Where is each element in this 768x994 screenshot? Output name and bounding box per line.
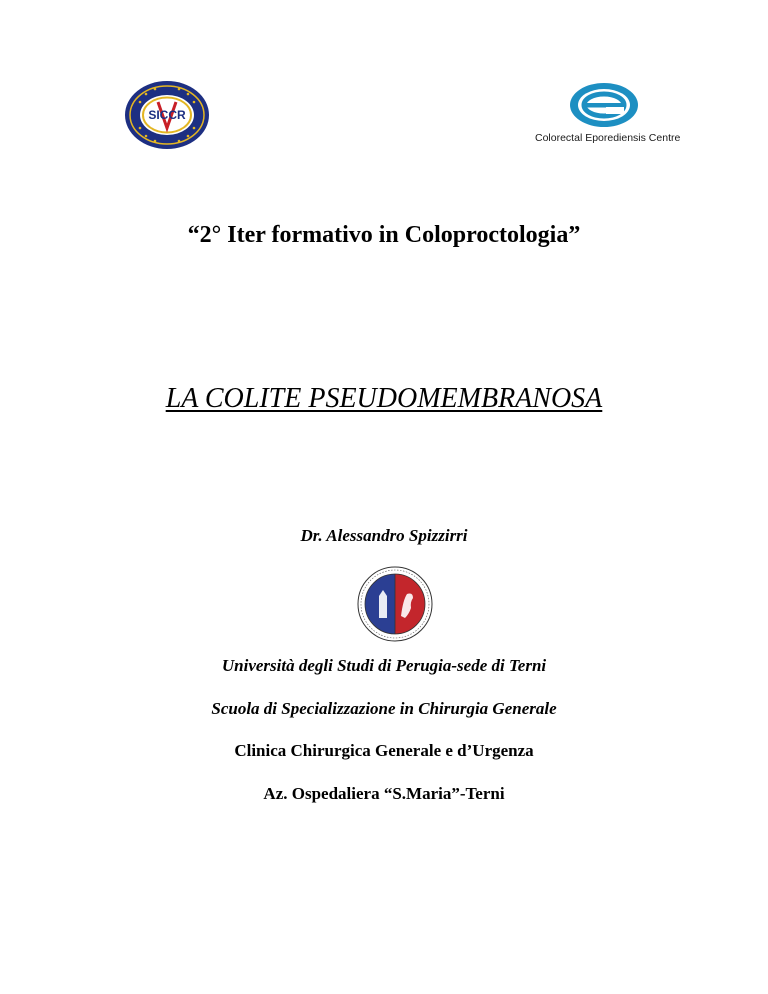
university-seal xyxy=(357,566,433,642)
main-title: LA COLITE PSEUDOMEMBRANOSA xyxy=(165,383,603,414)
ced-logo xyxy=(535,80,681,152)
clinic-name: Clinica Chirurgica Generale e d’Urgenza xyxy=(234,741,534,760)
author-name: Dr. Alessandro Spizzirri xyxy=(300,526,468,545)
ced-logo-caption: Colorectal Eporediensis Centre xyxy=(535,132,681,144)
university-perugia-seal-icon xyxy=(357,566,433,642)
course-title: “2° Iter formativo in Coloproctologia” xyxy=(187,222,581,248)
siccr-logo xyxy=(124,80,210,150)
siccr-society-logo-icon xyxy=(124,80,210,150)
colorectal-eporediensis-logo-icon xyxy=(568,80,640,130)
siccr-logo-text: SICCR xyxy=(148,108,186,122)
school-name: Scuola di Specializzazione in Chirurgia Generale xyxy=(211,699,557,718)
university-name: Università degli Studi di Perugia-sede di Terni xyxy=(221,656,547,675)
hospital-name: Az. Ospedaliera “S.Maria”-Terni xyxy=(263,784,505,803)
